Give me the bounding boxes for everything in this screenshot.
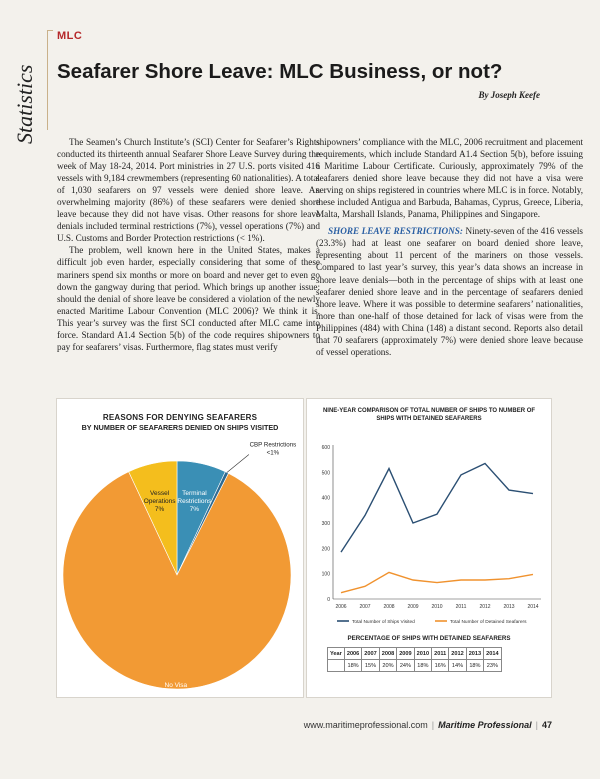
x-tick-label: 2012 xyxy=(479,604,491,610)
pie-leader-line xyxy=(227,455,249,473)
series-line-ships-visited xyxy=(341,463,533,552)
table-header-row xyxy=(328,648,502,660)
x-tick-label: 2011 xyxy=(455,604,467,610)
article-headline: Seafarer Shore Leave: MLC Business, or not? xyxy=(57,60,503,83)
footer-separator: | xyxy=(535,720,538,730)
legend-label: Total Number of Detained Seafarers xyxy=(450,620,527,625)
table-header-cell: Year xyxy=(328,648,345,660)
percentage-table xyxy=(327,647,502,672)
pie-chart xyxy=(57,399,303,697)
side-rule-tick xyxy=(47,30,53,31)
table-cell: 15% xyxy=(362,660,379,672)
y-tick-label: 600 xyxy=(321,445,330,451)
legend-label: Total Number of Ships Visited xyxy=(352,620,415,625)
y-tick-label: 400 xyxy=(321,495,330,502)
x-tick-label: 2009 xyxy=(407,604,419,610)
line-chart-figure xyxy=(306,398,552,698)
y-tick-label: 200 xyxy=(321,546,330,553)
paragraph: The Seamen’s Church Institute’s (SCI) Center for Seafarer’s Rights conducted its thirteenth annual Seafarer Shore Leave Survey during the week of May 18-24, 2014. Port ministries in 27 U.S. ports visited 416 vessels with 9,184 crewmembers (representing 60 nationalities). A total of 1,030 seafarers on 97 vessels were denied shore leave. An overwhelming majority (86%) of these seafarers were denied shore leave because they did not have visas. Other reasons for shore leave denials included terminal restrictions (7%), vessel operations (7%) and U.S. Customs and Border Protection restrictions (< 1%). xyxy=(57,137,320,244)
table-header-cell: 2014 xyxy=(484,648,501,660)
side-rule xyxy=(47,30,48,130)
table-header-cell: 2010 xyxy=(414,648,431,660)
footer-website: www.maritimeprofessional.com xyxy=(303,720,428,730)
y-tick-label: 0 xyxy=(327,597,330,603)
table-cell: 18% xyxy=(344,660,361,672)
page-number: 47 xyxy=(541,720,552,730)
series-line-detained-seafarers xyxy=(341,572,533,592)
footer-brand: Maritime Professional xyxy=(438,720,532,730)
section-side-label xyxy=(4,20,44,150)
pie-label-cbp-restrictions: CBP Restrictions <1% xyxy=(249,441,297,457)
line-chart-title-line2: SHIPS WITH DETAINED SEAFARERS xyxy=(376,416,482,422)
pie-chart-title-line1: REASONS FOR DENYING SEAFARERS xyxy=(102,413,258,422)
subhead: SHORE LEAVE RESTRICTIONS: xyxy=(328,226,463,237)
x-tick-label: 2008 xyxy=(383,604,395,610)
table-header-cell: 2008 xyxy=(379,648,396,660)
table-cell: 18% xyxy=(414,660,431,672)
page-footer xyxy=(304,720,552,730)
table-cell: 24% xyxy=(397,660,414,672)
y-tick-label: 300 xyxy=(321,521,330,527)
table-cell: 20% xyxy=(379,660,396,672)
article-column-left xyxy=(57,136,320,353)
x-tick-label: 2010 xyxy=(431,604,443,610)
y-tick-label: 100 xyxy=(321,571,330,578)
paragraph xyxy=(316,225,583,358)
pie-chart-figure xyxy=(56,398,304,698)
y-tick-label: 500 xyxy=(321,470,330,477)
section-label: Statistics xyxy=(12,64,37,144)
table-header-cell: 2006 xyxy=(344,648,361,660)
line-chart-title-line1: NINE-YEAR COMPARISON OF TOTAL NUMBER OF SHIPS TO NUMBER OF xyxy=(322,408,536,414)
x-tick-label: 2014 xyxy=(527,604,539,610)
line-chart xyxy=(307,399,551,634)
table-row xyxy=(328,660,502,672)
table-header-cell: 2011 xyxy=(432,648,449,660)
table-cell: 16% xyxy=(432,660,449,672)
pie-label-no-visa: No Visa 86% xyxy=(164,681,188,697)
pie-label-vessel-operations: Vessel Operations 7% xyxy=(143,489,176,513)
table-header-cell: 2007 xyxy=(362,648,379,660)
table-cell: 14% xyxy=(449,660,466,672)
x-tick-label: 2013 xyxy=(503,604,515,610)
paragraph: The problem, well known here in the United States, makes a difficult job even harder, especially considering that some of these mariners spend six months or more on board and never get to even go down the gangway during that period. Which brings up another issue: should the denial of shore leave be considered a violation of the newly enacted Maritime Labour Convention (MLC 2006)? We think it is. This year’s survey was the first SCI conducted after MLC came into force. Standard A1.4 Section 5(b) of the code requires shipowners to pay for seafarers’ visas. Furthermore, flag states must verify xyxy=(57,245,320,352)
pie-chart-title-line2: BY NUMBER OF SEAFARERS DENIED ON SHIPS VISITED xyxy=(81,423,279,432)
table-cell: 23% xyxy=(484,660,501,672)
table-header-cell: 2012 xyxy=(449,648,466,660)
paragraph-text: Ninety-seven of the 416 vessels (23.3%) had at least one seafarer on board denied shore leave, representing about 11 percent of the mariners on those vessels. Compared to last year’s survey, this year’s data shows an increase in shore leave denials—both in the percentage of ships with at least one seafarer denied shore leave and in the percentage of seafarers denied shore leave. Where it was possible to determine seafarers’ nationalities, more than one-half of those detained for lack of visas were from the Philippines (484) with China (148) a distant second. Reports also detail that 70 seafarers (approximately 7%) were denied shore leave because of vessel operations. xyxy=(316,226,583,357)
article-column-right xyxy=(316,136,583,358)
footer-separator: | xyxy=(431,720,435,730)
paragraph: shipowners’ compliance with the MLC, 2006 recruitment and placement requirements, which include Standard A1.4 Section 5(b), before issuing a Maritime Labour Certificate. Curiously, approximately 79% of the seafarers denied shore leave because they did not have a visa were serving on ships registered in countries where MLC is in force. Notably, these included Antigua and Barbuda, Bahamas, Cyprus, Greece, Liberia, Malta, Marshall Islands, Panama, Philippines and Singapore. xyxy=(316,137,583,220)
pie-label-terminal-restrictions: Terminal Restrictions 7% xyxy=(177,489,212,513)
table-header-cell: 2013 xyxy=(466,648,483,660)
x-tick-label: 2006 xyxy=(335,604,347,610)
article-byline: By Joseph Keefe xyxy=(478,90,540,100)
table-header-cell: 2009 xyxy=(397,648,414,660)
table-cell xyxy=(328,660,345,672)
x-tick-label: 2007 xyxy=(359,604,371,610)
percentage-table-title: PERCENTAGE OF SHIPS WITH DETAINED SEAFARERS xyxy=(347,635,511,642)
table-cell: 18% xyxy=(466,660,483,672)
section-tag: MLC xyxy=(57,30,83,42)
